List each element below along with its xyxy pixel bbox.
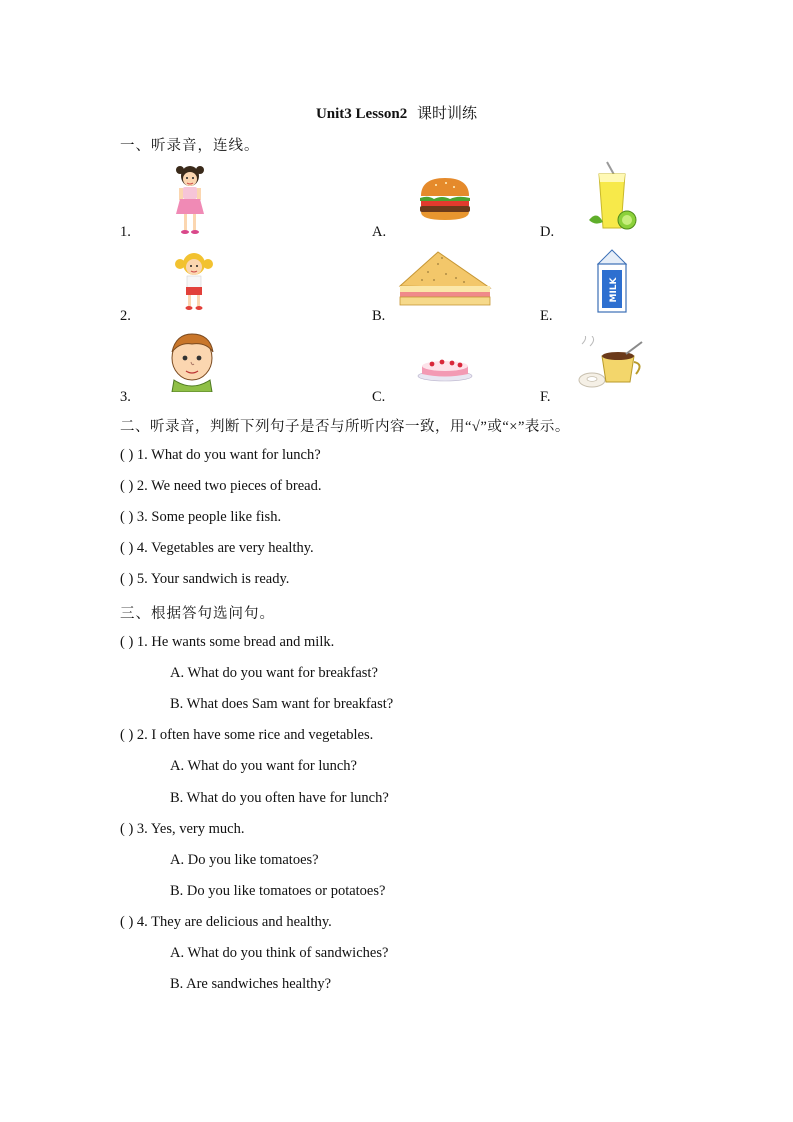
- s3-q4: ( ) 4. They are delicious and healthy.: [120, 914, 332, 930]
- s2-item-2: ( ) 2. We need two pieces of bread.: [120, 478, 322, 494]
- orange-juice-image: [585, 160, 641, 234]
- s3-q1: ( ) 1. He wants some bread and milk.: [120, 634, 335, 650]
- s3-q1-option-b: B. What does Sam want for breakfast?: [170, 696, 394, 712]
- milk-label: MILK: [609, 277, 619, 303]
- cake-image: [416, 352, 474, 382]
- s2-item-5: ( ) 5. Your sandwich is ready.: [120, 571, 290, 587]
- boy-face-image: [166, 330, 218, 392]
- title-bold: Unit3 Lesson2: [315, 106, 408, 122]
- girl-in-pink-dress-image: [170, 160, 210, 238]
- section3-heading: 三、根据答句选问句。: [120, 606, 275, 622]
- s3-q3-option-a: A. Do you like tomatoes?: [170, 852, 319, 868]
- milk-carton-image: [592, 246, 632, 314]
- s3-q2-option-b: B. What do you often have for lunch?: [170, 790, 389, 806]
- label-e: E.: [540, 308, 553, 324]
- s2-item-3: ( ) 3. Some people like fish.: [120, 509, 282, 525]
- s3-q4-option-b: B. Are sandwiches healthy?: [170, 976, 332, 992]
- section1-heading: 一、听录音，连线。: [120, 138, 260, 154]
- s2-item-1: ( ) 1. What do you want for lunch?: [120, 447, 321, 463]
- coffee-and-donut-image: [576, 336, 648, 390]
- section2-heading: 二、听录音，判断下列句子是否与所听内容一致，用“√”或“×”表示。: [120, 419, 570, 435]
- sandwich-image: [398, 250, 494, 310]
- s2-item-4: ( ) 4. Vegetables are very healthy.: [120, 540, 314, 556]
- page-title: [0, 102, 793, 123]
- hamburger-image: [418, 176, 472, 222]
- s3-q4-option-a: A. What do you think of sandwiches?: [170, 945, 389, 961]
- label-b: B.: [372, 308, 386, 324]
- title-rest: 课时训练: [417, 106, 478, 122]
- s3-q3: ( ) 3. Yes, very much.: [120, 821, 245, 837]
- label-d: D.: [540, 224, 555, 240]
- label-1: 1.: [120, 224, 131, 240]
- label-c: C.: [372, 389, 386, 405]
- girl-with-pigtails-image: [174, 250, 214, 312]
- s3-q2-option-a: A. What do you want for lunch?: [170, 758, 357, 774]
- label-a: A.: [372, 224, 387, 240]
- label-2: 2.: [120, 308, 131, 324]
- s3-q1-option-a: A. What do you want for breakfast?: [170, 665, 378, 681]
- s3-q2: ( ) 2. I often have some rice and vegetables.: [120, 727, 374, 743]
- s3-q3-option-b: B. Do you like tomatoes or potatoes?: [170, 883, 386, 899]
- label-f: F.: [540, 389, 551, 405]
- label-3: 3.: [120, 389, 131, 405]
